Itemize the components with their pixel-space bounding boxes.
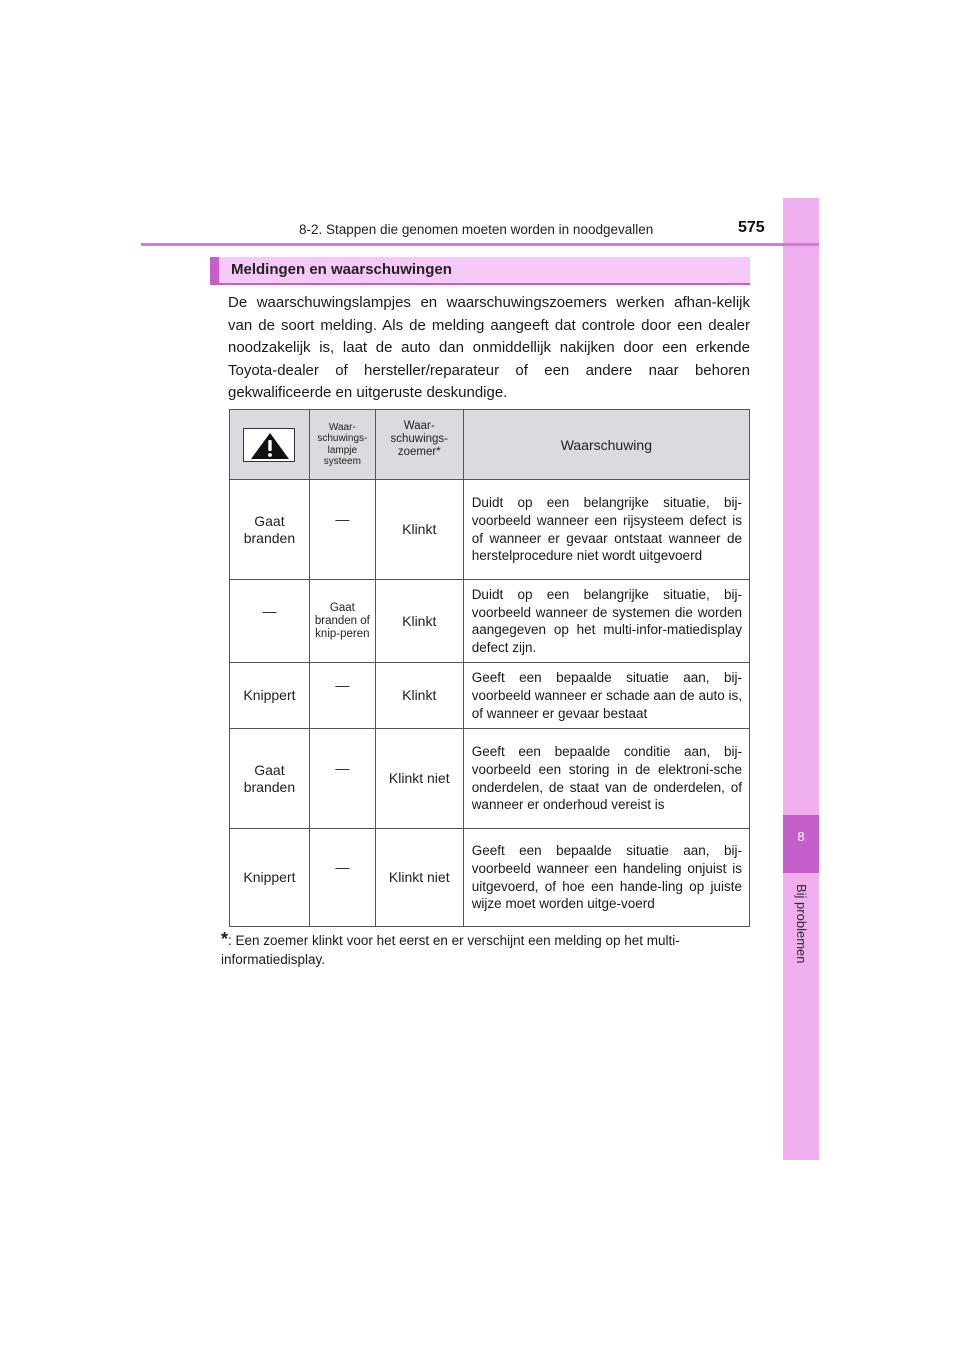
table-row xyxy=(230,580,750,663)
row-buzzer: Klinkt xyxy=(375,663,463,729)
header-icon-cell xyxy=(230,410,310,480)
row-lamp-state xyxy=(230,580,310,663)
table-header-row xyxy=(230,410,750,480)
row-lamp-state: Knippert xyxy=(230,829,310,927)
warning-triangle-svg xyxy=(250,432,290,460)
warning-table xyxy=(229,409,750,927)
row-buzzer: Klinkt xyxy=(375,580,463,663)
dash-mark: — xyxy=(335,859,350,876)
footnote xyxy=(221,930,750,969)
dash-mark: — xyxy=(335,511,350,527)
row-buzzer: Klinkt xyxy=(375,480,463,580)
header-lamp: Waar-schuwings-lampje systeem xyxy=(309,410,375,480)
row-buzzer: Klinkt niet xyxy=(375,829,463,927)
row-system-lamp xyxy=(309,480,375,580)
row-description: Duidt op een belangrijke situatie, bij-voorbeeld wanneer de systemen die worden aangegeven op het multi-infor-matiedisplay defect zijn. xyxy=(463,580,749,663)
table-row xyxy=(230,663,750,729)
row-lamp-state: Gaat branden xyxy=(230,480,310,580)
page-number: 575 xyxy=(738,219,765,236)
header-divider xyxy=(141,243,819,246)
row-description: Geeft een bepaalde situatie aan, bij-voorbeeld wanneer een handeling onjuist is uitgevoerd, of hoe een hande-ling op juiste wijze moet worden uitge-voerd xyxy=(463,829,749,927)
table-row xyxy=(230,829,750,927)
chapter-tab-label[interactable]: Bij problemen xyxy=(794,884,809,964)
table-row xyxy=(230,480,750,580)
row-description: Geeft een bepaalde conditie aan, bij-voorbeeld een storing in de elektroni-sche onderdelen, de staat van de onderdelen, of wanneer er onderhoud vereist is xyxy=(463,729,749,829)
row-system-lamp xyxy=(309,829,375,927)
dash-mark: — xyxy=(262,602,277,619)
chapter-heading: 8-2. Stappen die genomen moeten worden in noodgevallen xyxy=(299,222,654,237)
side-tab-bar xyxy=(783,198,819,1160)
row-system-lamp: Gaat branden of knip-peren xyxy=(309,580,375,663)
row-system-lamp xyxy=(309,663,375,729)
row-buzzer: Klinkt niet xyxy=(375,729,463,829)
footnote-text: : Een zoemer klinkt voor het eerst en er verschijnt een melding op het multi-informatiedisplay. xyxy=(221,933,680,967)
row-system-lamp xyxy=(309,729,375,829)
footnote-marker: * xyxy=(221,929,229,949)
warning-triangle-icon xyxy=(243,428,295,462)
header-warning: Waarschuwing xyxy=(463,410,749,480)
chapter-tab-number[interactable]: 8 xyxy=(783,815,819,873)
intro-paragraph: De waarschuwingslampjes en waarschuwingszoemers werken afhan-kelijk van de soort melding. Als de melding aangeeft dat controle door een dealer noodzakelijk is, laat de auto dan onmiddellijk nakijken door een erkende Toyota-dealer of hersteller/reparateur of een andere naar behoren gekwalificeerde en uitgeruste deskundige. xyxy=(228,294,750,402)
table-row xyxy=(230,729,750,829)
dash-mark: — xyxy=(335,677,350,694)
row-description: Duidt op een belangrijke situatie, bij-voorbeeld wanneer een rijsysteem defect is of wanneer er gevaar ontstaat wanneer de herstelprocedure niet wordt uitgevoerd xyxy=(463,480,749,580)
row-description: Geeft een bepaalde situatie aan, bij-voorbeeld wanneer er schade aan de auto is, of wanneer er gevaar bestaat xyxy=(463,663,749,729)
dash-mark: — xyxy=(335,760,350,777)
row-lamp-state: Gaat branden xyxy=(230,729,310,829)
row-lamp-state: Knippert xyxy=(230,663,310,729)
header-buzzer: Waar-schuwings-zoemer* xyxy=(375,410,463,480)
section-title: Meldingen en waarschuwingen xyxy=(231,261,452,278)
section-heading xyxy=(210,257,750,285)
